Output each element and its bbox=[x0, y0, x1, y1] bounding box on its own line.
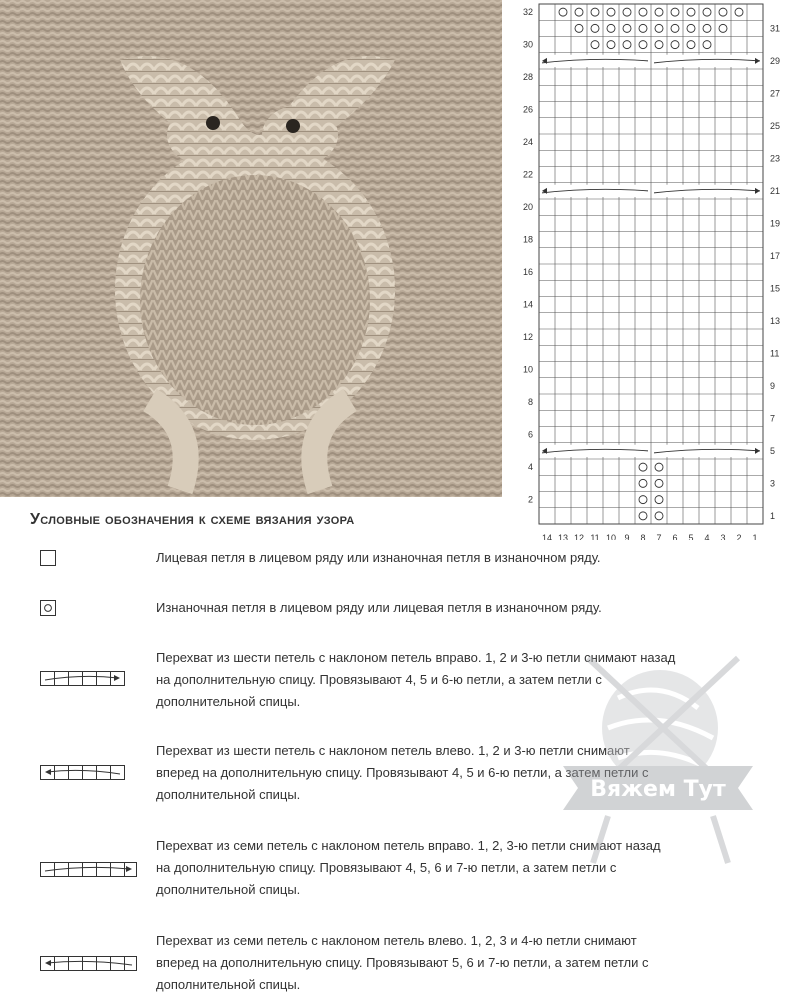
column-number-label: 5 bbox=[688, 533, 694, 540]
row-number-label: 16 bbox=[522, 267, 533, 278]
cable-band bbox=[652, 445, 762, 457]
column-number-label: 2 bbox=[736, 533, 742, 540]
row-number-label: 20 bbox=[522, 202, 533, 213]
row-number-label: 3 bbox=[770, 478, 776, 489]
row-number-label: 27 bbox=[770, 88, 781, 99]
column-number-label: 7 bbox=[656, 533, 662, 540]
row-number-label: 13 bbox=[770, 315, 781, 326]
row-number-label: 5 bbox=[770, 445, 776, 456]
cable-band bbox=[652, 55, 762, 67]
watermark-text: Вяжем Тут bbox=[590, 777, 726, 802]
row-number-label: 32 bbox=[522, 7, 533, 18]
column-number-label: 14 bbox=[541, 533, 553, 540]
row-number-label: 25 bbox=[770, 120, 781, 131]
cable-band bbox=[540, 185, 650, 197]
column-number-label: 3 bbox=[720, 533, 726, 540]
row-number-label: 26 bbox=[522, 104, 533, 115]
row-number-label: 21 bbox=[770, 185, 781, 196]
cable-right-arrow-icon bbox=[40, 671, 126, 687]
legend-text: Перехват из семи петель с наклоном петель влево. 1, 2, 3 и 4-ю петли снимают вперед на дополнительную спицу. Провязывают 5, 6 и 7-ю петли, а затем петли с дополнительной спицы. bbox=[156, 933, 649, 992]
column-number-label: 11 bbox=[590, 533, 600, 540]
knit-square-icon bbox=[40, 550, 56, 566]
column-number-label: 9 bbox=[624, 533, 630, 540]
row-number-label: 2 bbox=[527, 494, 533, 505]
cable-band bbox=[540, 55, 650, 67]
row-number-label: 10 bbox=[522, 364, 533, 375]
column-number-label: 8 bbox=[640, 533, 646, 540]
row-number-label: 18 bbox=[522, 234, 533, 245]
row-number-label: 8 bbox=[527, 397, 533, 408]
row-number-label: 28 bbox=[522, 72, 533, 83]
column-number-label: 6 bbox=[672, 533, 678, 540]
row-number-label: 14 bbox=[522, 299, 533, 310]
row-number-label: 24 bbox=[522, 137, 533, 148]
column-number-label: 4 bbox=[704, 533, 710, 540]
cable-left-arrow-icon bbox=[40, 956, 138, 972]
row-number-label: 1 bbox=[770, 510, 776, 521]
legend-text: Перехват из шести петель с наклоном петель вправо. 1, 2 и 3-ю петли снимают назад на дополнительную спицу. Провязывают 4, 5 и 6-ю петли, а затем петли с дополнительной спицы. bbox=[156, 650, 676, 709]
cable-band bbox=[652, 185, 762, 197]
column-number-label: 1 bbox=[752, 533, 758, 540]
cable-band bbox=[540, 445, 650, 457]
purl-circle-icon bbox=[40, 600, 56, 616]
cable-left-arrow-icon bbox=[40, 765, 126, 781]
watermark-logo bbox=[548, 648, 778, 878]
row-number-label: 22 bbox=[522, 169, 533, 180]
row-number-label: 19 bbox=[770, 218, 781, 229]
column-number-label: 10 bbox=[605, 533, 617, 540]
knitted-owl-photo bbox=[0, 0, 502, 497]
row-number-label: 4 bbox=[527, 462, 533, 473]
legend-text: Лицевая петля в лицевом ряду или изнаночная петля в изнаночном ряду. bbox=[156, 550, 601, 565]
legend-title: Условные обозначения к схеме вязания узора bbox=[30, 511, 355, 528]
row-number-label: 30 bbox=[522, 39, 533, 50]
column-number-label: 13 bbox=[557, 533, 569, 540]
row-number-label: 11 bbox=[770, 348, 780, 359]
row-number-label: 29 bbox=[770, 55, 781, 66]
row-number-label: 12 bbox=[522, 332, 533, 343]
row-number-label: 15 bbox=[770, 283, 781, 294]
legend-text: Перехват из шести петель с наклоном петель влево. 1, 2 и 3-ю петли снимают вперед на дополнительную спицу. Провязывают 4, 5 и 6-ю петли, а затем петли с дополнительной спицы. bbox=[156, 743, 649, 802]
row-number-label: 9 bbox=[770, 380, 776, 391]
row-number-label: 7 bbox=[770, 413, 776, 424]
legend-text: Изнаночная петля в лицевом ряду или лицевая петля в изнаночном ряду. bbox=[156, 600, 602, 615]
column-number-label: 12 bbox=[573, 533, 585, 540]
knitting-chart bbox=[512, 0, 800, 540]
row-number-label: 23 bbox=[770, 153, 781, 164]
legend-text: Перехват из семи петель с наклоном петель вправо. 1, 2, 3-ю петли снимают назад на дополнительную спицу. Провязывают 4, 5, 6 и 7-ю петли, а затем петли с дополнительной спицы. bbox=[156, 838, 661, 897]
row-number-label: 31 bbox=[770, 23, 781, 34]
row-number-label: 17 bbox=[770, 250, 781, 261]
row-number-label: 6 bbox=[527, 429, 533, 440]
cable-right-arrow-icon bbox=[40, 862, 138, 878]
